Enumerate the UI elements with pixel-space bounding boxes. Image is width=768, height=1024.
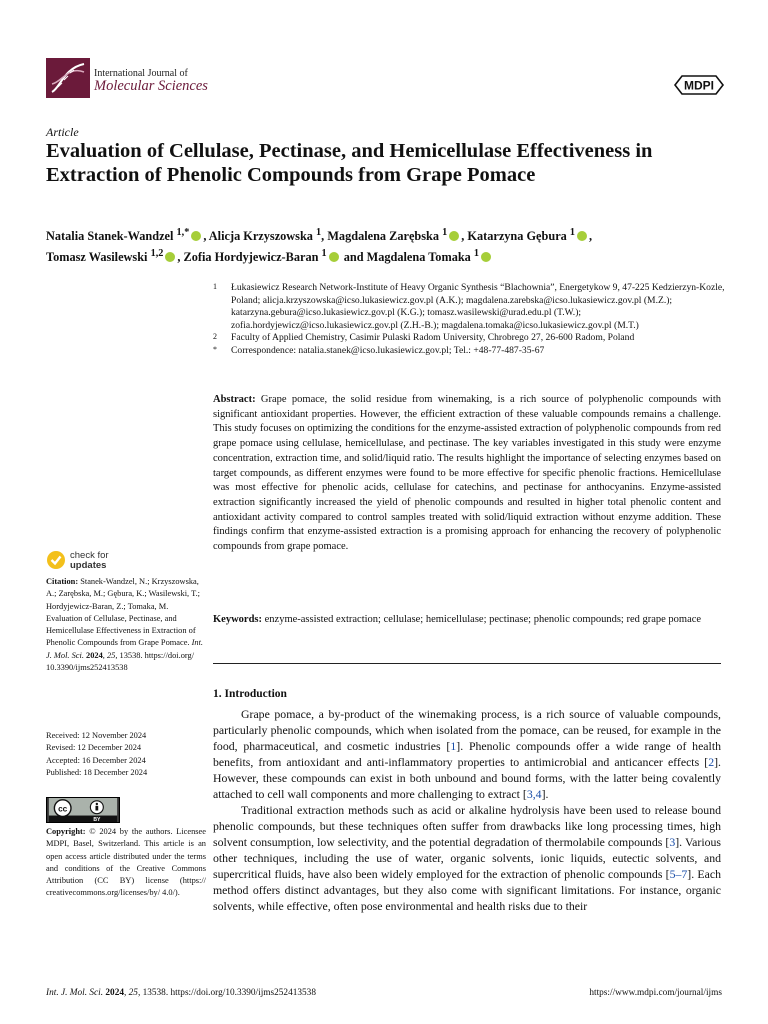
paragraph-text: ]. Various other techniques, including the use of water, organic solvents, ionic liquids, eutectic solvents, and supercritical fluids, have also been widely employed for the extraction of phenolic compounds [ (213, 835, 721, 881)
paragraph-text: ]. Each method offers distinct advantages, but they also come with significant limitations. For instance, organic solvents, while effective, often pose environmental and health risks due to their (213, 867, 721, 913)
check-updates-icon (46, 550, 66, 570)
orcid-icon[interactable] (577, 231, 587, 241)
author-separator: , (461, 229, 468, 244)
paragraph (213, 706, 721, 802)
orcid-icon[interactable] (449, 231, 459, 241)
affiliation-text: Correspondence: natalia.stanek@icso.lukasiewicz.gov.pl; Tel.: +48-77-487-35-67 (231, 344, 545, 356)
author-name[interactable]: Magdalena Tomaka (366, 250, 471, 265)
author-separator: , (589, 229, 593, 244)
footer-citation: Int. J. Mol. Sci. 2024, 25, 13538. https://doi.org/10.3390/ijms252413538 (46, 988, 316, 998)
date-accepted: Accepted: 16 December 2024 (46, 755, 146, 765)
introduction-body (213, 706, 721, 914)
author-name[interactable]: Tomasz Wasilewski (46, 250, 148, 265)
author-affil-sup: 1 (316, 227, 322, 238)
copyright-text: © 2024 by the authors. Licensee MDPI, Basel, Switzerland. This article is an open access article distributed under the terms and conditions of the Creative Commons Attribution (CC BY) license (https:// creativecommons.org/licenses/by/ 4.0/). (46, 827, 206, 898)
svg-text:cc: cc (58, 803, 68, 814)
journal-logo-icon (46, 58, 90, 98)
cc-by-license-icon[interactable] (46, 797, 120, 823)
abstract (213, 393, 721, 555)
abstract-label: Abstract: (213, 394, 256, 405)
author-separator: , (177, 250, 184, 265)
citation-doi[interactable]: , 13538. https://doi.org/ 10.3390/ijms252413538 (46, 650, 195, 673)
affiliation-item (213, 282, 733, 332)
author-affil-sup: 1,2 (150, 248, 164, 260)
keywords-label: Keywords: (213, 614, 262, 625)
author-affil-sup: 1 (321, 248, 327, 260)
section-divider (213, 663, 721, 664)
journal-name-line1: International Journal of (94, 68, 188, 79)
author-affil-sup: 1 (569, 227, 575, 238)
citation-label: Citation: (46, 577, 79, 586)
date-revised: Revised: 12 December 2024 (46, 743, 142, 753)
copyright-label: Copyright: (46, 827, 86, 836)
citation-volume: 25 (106, 650, 116, 660)
keywords-text: enzyme-assisted extraction; cellulase; hemicellulase; pectinase; phenolic compounds; red grape pomace (264, 614, 702, 625)
affiliations (213, 282, 733, 358)
journal-name (94, 68, 208, 95)
journal-header (46, 58, 726, 104)
author-separator: , (321, 229, 328, 244)
check-updates-label (70, 551, 109, 571)
author-separator: , (203, 229, 209, 244)
date-received: Received: 12 November 2024 (46, 731, 147, 740)
keywords (213, 613, 721, 628)
author-affil-sup: 1,* (176, 227, 190, 238)
publisher-name: MDPI (684, 78, 714, 93)
citation-text: Stanek-Wandzel, N.; Krzyszowska, A.; Zarębska, M.; Gębura, K.; Wasilewski, T.; Hordyjewicz-Baran, Z.; Tomaka, M. Evaluation of Cellulase, Pectinase, and Hemicellulase Effectiveness in Extraction of Phenolic Compounds from Grape Pomace. (46, 577, 200, 648)
orcid-icon[interactable] (165, 252, 175, 262)
author-name[interactable]: Magdalena Zarębska (327, 229, 440, 244)
check-updates-line1: check for (70, 550, 109, 561)
date-published: Published: 18 December 2024 (46, 767, 148, 777)
section-heading-introduction: 1. Introduction (213, 688, 287, 700)
footer-volume: 25 (128, 988, 138, 998)
footer-year: 2024 (105, 988, 124, 998)
mdpi-logo-icon (672, 72, 726, 98)
orcid-icon[interactable] (191, 231, 201, 241)
citation-link[interactable]: 5–7 (669, 867, 688, 881)
citation-link[interactable]: 1 (450, 739, 457, 753)
paragraph (213, 802, 721, 914)
citation-link[interactable]: 3,4 (526, 787, 542, 801)
author-affil-sup: 1 (442, 227, 448, 238)
citation-link[interactable]: 3 (669, 835, 676, 849)
affiliation-mark: 1 (213, 282, 217, 291)
paragraph-text: ]. Phenolic compounds offer a wide range of health benefits, from antioxidant and anti-inflammatory properties to antimicrobial and anticancer effects [ (213, 739, 721, 769)
author-list (46, 224, 726, 266)
affiliation-item (213, 345, 733, 358)
citation-link[interactable]: 2 (708, 755, 715, 769)
citation-block: Citation: Stanek-Wandzel, N.; Krzyszowska, A.; Zarębska, M.; Gębura, K.; Wasilewski, T.; Hordyjewicz-Baran, Z.; Tomaka, M. Evaluation of Cellulase, Pectinase, and Hemicellulase Effectiveness in Extraction of Phenolic Compounds from Grape Pomace. Int. J. Mol. Sci. 2024, 25, 13538. https://doi.org/ 10.3390/ijms252413538 (46, 577, 204, 673)
journal-name-line2: Molecular Sciences (94, 78, 208, 94)
author-name[interactable]: Zofia Hordyjewicz-Baran (183, 250, 319, 265)
author-affil-sup: 1 (473, 248, 480, 260)
footer-doi[interactable]: , 13538. https://doi.org/10.3390/ijms252413538 (137, 988, 316, 998)
paragraph-text: ]. (541, 787, 549, 801)
citation-journal: Int. J. Mol. Sci. (46, 638, 204, 660)
citation-year: 2024 (86, 650, 103, 660)
affiliation-text: Faculty of Applied Chemistry, Casimir Pulaski Radom University, Chrobrego 27, 26-600 Radom, Poland (231, 332, 635, 344)
check-updates-line2: updates (70, 560, 107, 571)
footer-journal: Int. J. Mol. Sci. (46, 988, 104, 998)
author-separator: and (340, 250, 367, 265)
cc-by-label: BY (93, 817, 101, 823)
author-name[interactable]: Natalia Stanek-Wandzel (46, 229, 174, 244)
paragraph-text: ]. However, these compounds can exist in both unbound and bound forms, with the latter being covalently attached to cell wall components and more challenging to extract [ (213, 755, 721, 801)
paragraph-text: Grape pomace, a by-product of the winemaking process, is a rich source of valuable compounds, particularly phenolic compounds, which when isolated from the pomace, can be reused, for example in the food, pharmaceutical, and cosmetic industries [ (213, 707, 721, 753)
publication-dates (46, 730, 206, 779)
orcid-icon[interactable] (481, 252, 491, 262)
orcid-icon[interactable] (329, 252, 339, 262)
author-name[interactable]: Alicja Krzyszowska (208, 229, 313, 244)
article-title: Evaluation of Cellulase, Pectinase, and Hemicellulase Effectiveness in Extraction of Phenolic Compounds from Grape Pomace (46, 140, 653, 186)
abstract-text: Grape pomace, the solid residue from winemaking, is a rich source of polyphenolic compounds with significant antioxidant properties. However, the efficient extraction of these valuable compounds remains a challenge. This study focuses on optimizing the conditions for the enzyme-assisted extraction of polyphenolic compounds from red grape pomace using cellulase, hemicellulase, and pectinase. The key variables investigated in this study were enzyme concentration, extraction time, and solid/liquid ratio. The results highlight the importance of selecting enzymes based on target compounds, as different enzymes were found to be more effective for specific phenolic fractions. Hemicellulase was most effective for phenolic acids, cellulase for catechins, and pectinase for anthocyanins. Enzyme-assisted extraction significantly increased the yield of phenolic compounds and resulted in higher total phenolic content and antioxidant activity compared to control samples treated with solid/liquid extraction without enzyme addition. These findings confirm that enzyme-assisted extraction is a promising approach for enhancing the recovery of polyphenolic compounds from grape pomace. (213, 394, 722, 553)
footer-journal-url[interactable]: https://www.mdpi.com/journal/ijms (589, 988, 722, 998)
copyright-block (46, 826, 206, 900)
affiliation-text: Łukasiewicz Research Network-Institute of Heavy Organic Synthesis “Blachownia”, Energetykow 9, 47-225 Kedzierzyn-Kozle, Poland; alicja.krzyszowska@icso.lukasiewicz.gov.pl (A.K.); magdalena.zarebska@icso.lukasiewicz.gov.pl (M.Z.); katarzyna.gebura@icso.lukasiewicz.gov.pl (K.G.); tomasz.wasilewski@urad.edu.pl (T.W.); zofia.hordyjewicz@icso.lukasiewicz.gov.pl (Z.H.-B.); magdalena.tomaka@icso.lukasiewicz.gov.pl (M.T.) (231, 282, 725, 331)
author-name[interactable]: Katarzyna Gębura (467, 229, 567, 244)
paragraph-text: Traditional extraction methods such as acid or alkaline hydrolysis have been used to release bound phenolic compounds, but these techniques often suffer from drawbacks like long processing times, high solvent consumption, low selectivity, and the potential degradation of thermolabile compounds [ (213, 803, 721, 849)
check-for-updates-button[interactable] (46, 549, 206, 573)
article-type: Article (46, 125, 79, 139)
affiliation-item (213, 332, 733, 345)
affiliation-mark: * (213, 344, 217, 354)
affiliation-mark: 2 (213, 332, 217, 342)
